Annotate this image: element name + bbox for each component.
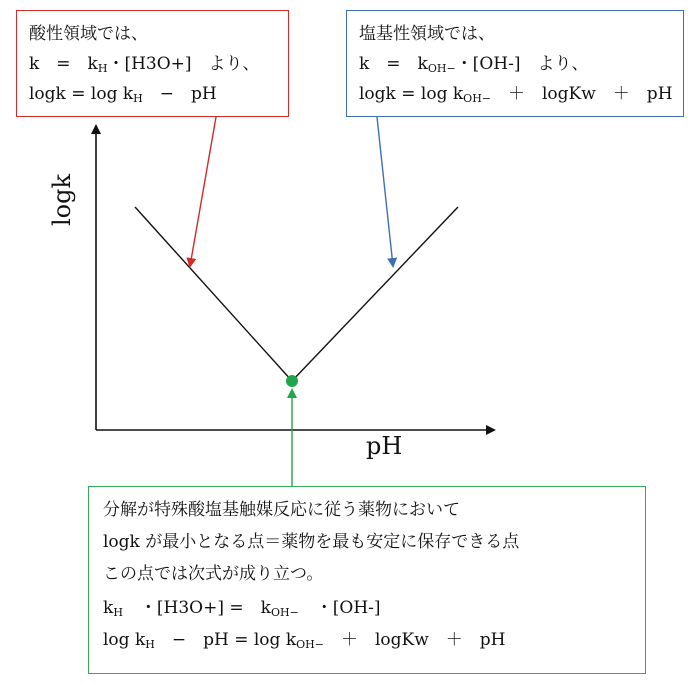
stability-note-box <box>88 486 646 674</box>
equilibrium-log-equation: $\log k_H$ − pH = $\log k_{OH-}$ ＋ logKw ＋ pH <box>103 630 506 651</box>
y-axis-label: logk <box>48 173 76 226</box>
base-pointer-arrow <box>377 117 393 266</box>
base-rate-equation: k = $k_{OH-}$・[OH-] より、 <box>359 54 589 75</box>
acid-pointer-arrow <box>190 117 216 266</box>
base-region-box <box>346 10 684 117</box>
acid-heading: 酸性領域では、 <box>29 24 148 44</box>
note-line-1: 分解が特殊酸塩基触媒反応に従う薬物において <box>103 500 460 520</box>
minimum-point-marker <box>286 375 298 387</box>
base-heading: 塩基性領域では、 <box>359 24 495 44</box>
x-axis-label: pH <box>366 432 403 460</box>
base-log-equation: $\log k = \log k_{OH-}$ ＋ logKw ＋ pH <box>359 84 673 105</box>
note-line-2: logk が最小となる点＝薬物を最も安定に保存できる点 <box>103 532 520 552</box>
base-branch-line <box>292 207 458 381</box>
note-line-3: この点では次式が成り立つ。 <box>103 564 324 584</box>
acid-region-box <box>16 10 289 117</box>
acid-rate-equation: k = $k_H$・[H3O+] より、 <box>29 54 260 75</box>
acid-branch-line <box>135 207 292 381</box>
equilibrium-rate-equation: $k_H$ ・[H3O+] = $k_{OH-}$ ・[OH-] <box>103 598 381 619</box>
acid-log-equation: $\log k = \log k_H$ − pH <box>29 84 217 105</box>
